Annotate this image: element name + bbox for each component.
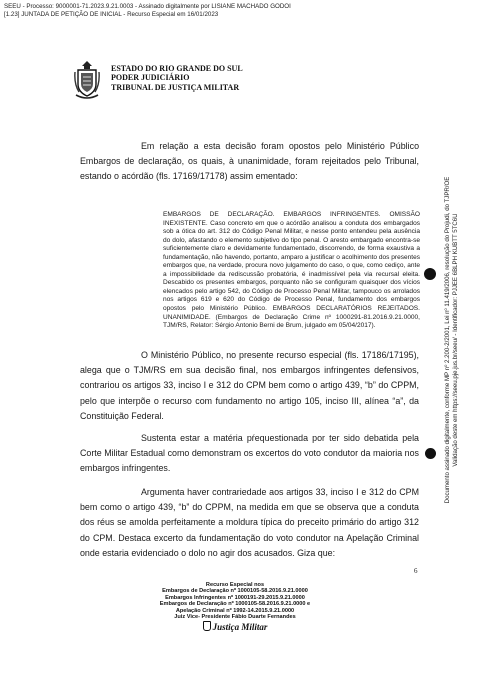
body-paragraph-2: O Ministério Público, no presente recurso especial (fls. 17186/17195), alega que o TJM/RS em sua decisão final, nos embargos infringentes defensivos, contrariou os artigos 33, inciso I e 312 do CPM bem como o artigo 439, “b” do CPPM, pelo que interpõe o recurso com fundamento no artigo 105, inciso III, alínea “a”, da Constituição Federal. [80, 350, 419, 421]
header-signature-line: SEEU - Processo: 9000001-71.2023.9.21.0003 - Assinado digitalmente por LISIANE MACHADO GODOI [4, 3, 291, 10]
court-name: TRIBUNAL DE JUSTIÇA MILITAR [111, 82, 240, 92]
page-number: 6 [414, 567, 418, 575]
court-branch: PODER JUDICIÁRIO [111, 73, 190, 83]
footer-line: Juiz Vice- Presidente Fábio Duarte Fernandes [174, 614, 296, 621]
quoted-ementa: EMBARGOS DE DECLARAÇÃO. EMBARGOS INFRINGENTES. OMISSÃO INEXISTENTE. Caso concreto em que o acórdão analisou a conduta dos embargados sob a ótica do art. 312 do Código Penal Militar, e nesse ponto entendeu pela ausência do dolo, afastando o elemento subjetivo do tipo penal. O aresto embargado encontra-se suficientemente claro e devidamente fundamentado, discorrendo, de forma exaustiva a fundamentação, não havendo, portanto, amparo a justificar o acolhimento dos presentes embargos que, na verdade, procura novo julgamento do caso, o que, como cediço, ante a impossibilidade da rediscussão probatória, é inadmissível pela via recursal eleita. Descabido os presentes embargos, porquanto não se configuram quaisquer dos vícios elencados pelo artigo 542, do Código de Processo Penal Militar, tampouco os arrolados nos artigos 619 e 620 do Código de Processo Penal, fundamento dos embargos opostos pelo Ministério Público. EMBARGOS DECLARATÓRIOS REJEITADOS. UNANIMIDADE. (Embargos de Declaração Crime nº 1000291-81.2016.9.21.0000, TJM/RS, Relator: Sérgio Antonio Berni de Brum, julgado em 05/04/2017). [163, 211, 420, 330]
footer-case-references [130, 582, 340, 633]
footer-line: Recurso Especial nos [205, 582, 265, 588]
ink-blot [424, 268, 436, 280]
footer-line: Embargos de Declaração nº 1000105-58.2016.9.21.0000 [162, 588, 308, 595]
justica-militar-logo: Justiça Militar [130, 621, 340, 633]
stamp-line: Documento assinado digitalmente, conforme MP nº 2.200-2/2001, Lei nº 11.419/2006, resolução do Projudi, do TJPR/OE [444, 176, 451, 504]
body-paragraph-3: Sustenta estar a matéria pŕequestionada por ter sido debatida pela Corte Militar Estadual como demonstram os excertos do voto condutor da maioria nos embargos infringentes. [80, 433, 419, 474]
court-heading [111, 64, 243, 92]
footer-line: Embargos de Declaração nº 1000105-58.2016.9.21.0000 e [159, 601, 311, 608]
coat-of-arms-icon [74, 60, 100, 100]
body-paragraph-4: Argumenta haver contrariedade aos artigos 33, inciso I e 312 do CPM bem como o artigo 439, “b” do CPPM, na medida em que se observa que a conduta dos réus se amolda perfeitamente a moldura típica do preceito primário do artigo 312 do CPM. Destaca excerto da fundamentação do voto condutor na Apelação Criminal onde estaria evidenciado o dolo no agir dos acusados. Giza que: [80, 487, 419, 558]
footer-line: Embargos Infringentes nº 1000191-29.2015.9.21.0000 [165, 594, 305, 601]
header-event-line: [1.23] JUNTADA DE PETIÇÃO DE INICIAL - Recurso Especial em 16/01/2023 [4, 11, 219, 18]
court-state: ESTADO DO RIO GRANDE DO SUL [111, 64, 243, 73]
shield-icon [203, 621, 211, 631]
footer-line: Apelação Criminal nº 1992-14.2015.9.21.0000 [175, 607, 295, 614]
digital-signature-stamp [444, 60, 460, 620]
body-paragraph-1: Em relação a esta decisão foram opostos pelo Ministério Público Embargos de declaração, os quais, à unanimidade, foram rejeitados pelo Tribunal, estando o acórdão (fls. 17169/17178) assim ementado: [80, 141, 419, 182]
ink-blot [425, 448, 436, 459]
stamp-line: Validação deste em https://seeu.pje.jus.br/seeu/ - Identificador: PJJEE 6BLPH KUBTT 5TC6U [452, 213, 459, 467]
